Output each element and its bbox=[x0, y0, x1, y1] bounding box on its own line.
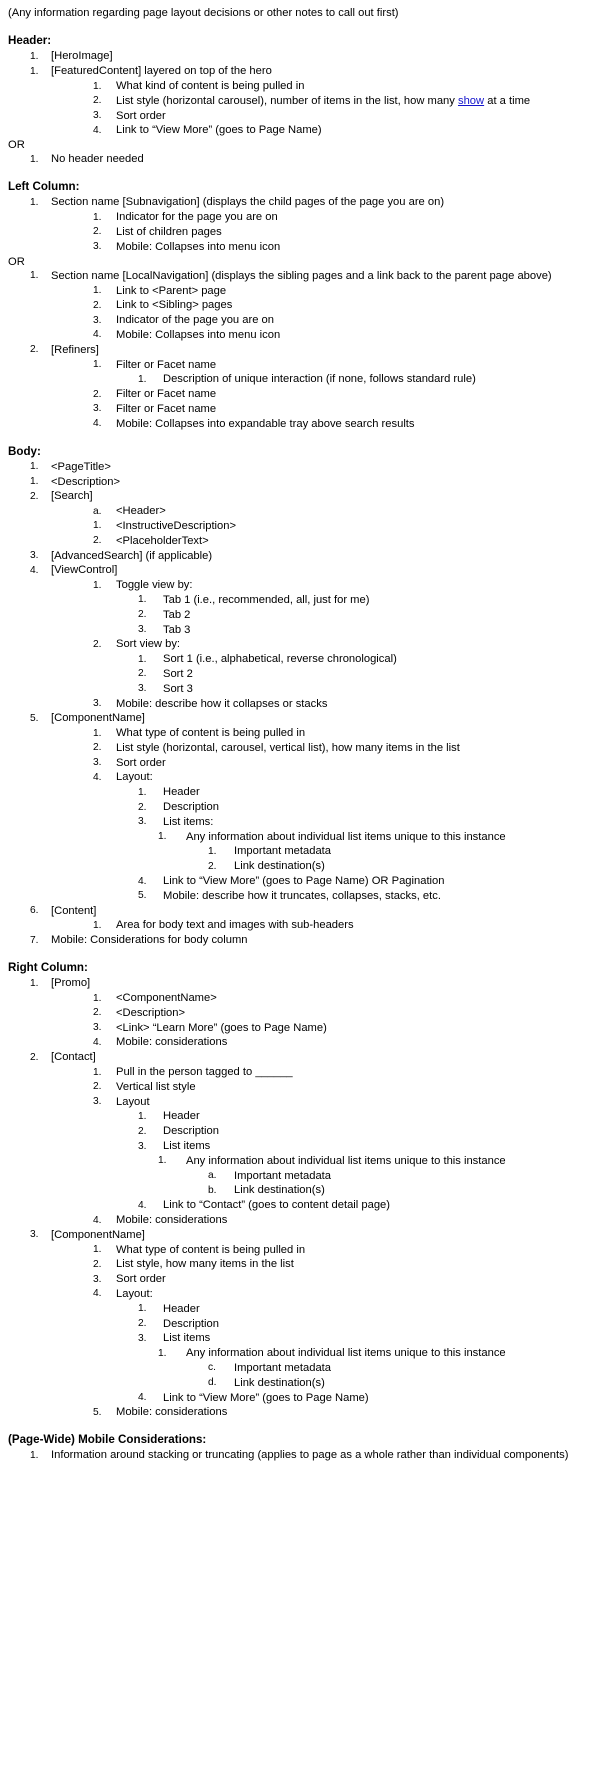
outline-item bbox=[8, 1448, 599, 1463]
list-marker: 3. bbox=[138, 1332, 147, 1344]
outline-item bbox=[8, 623, 599, 638]
outline-item-text: <InstructiveDescription> bbox=[116, 519, 237, 532]
outline-item bbox=[8, 1095, 599, 1110]
outline-item bbox=[8, 800, 599, 815]
list-marker: c. bbox=[208, 1362, 216, 1374]
outline-item-text: What type of content is being pulled in bbox=[116, 1243, 306, 1256]
outline-item-text: Description bbox=[163, 801, 219, 814]
list-marker: 2. bbox=[30, 344, 39, 356]
outline-item-text: What kind of content is being pulled in bbox=[116, 80, 305, 92]
outline-item-text: Section name [Subnavigation] (displays the child pages of the page you are on) bbox=[51, 196, 445, 209]
outline-item bbox=[8, 652, 599, 667]
outline-item-text: Toggle view by: bbox=[116, 579, 193, 592]
outline-item bbox=[8, 519, 599, 534]
list-marker: 3. bbox=[93, 1022, 102, 1034]
list-marker: 1. bbox=[138, 653, 147, 665]
outline-item-text: Sort 1 (i.e., alphabetical, reverse chronological) bbox=[163, 653, 397, 666]
list-marker: 1. bbox=[158, 1155, 167, 1167]
section-heading: (Page-Wide) Mobile Considerations: bbox=[8, 1433, 207, 1447]
outline-item bbox=[8, 1376, 599, 1391]
list-marker: 1. bbox=[30, 1449, 39, 1461]
outline-item-text: Any information about individual list items unique to this instance bbox=[186, 1347, 506, 1360]
outline-item bbox=[8, 387, 599, 402]
outline-item bbox=[8, 667, 599, 682]
list-marker: 5. bbox=[138, 890, 147, 902]
outline-item-text: Important metadata bbox=[234, 845, 332, 858]
outline-item-text: Any information about individual list items unique to this instance bbox=[186, 830, 506, 843]
list-marker: 4. bbox=[93, 418, 102, 430]
list-marker: 3. bbox=[138, 624, 147, 636]
list-marker: 4. bbox=[93, 1288, 102, 1300]
outline-item bbox=[8, 402, 599, 417]
section-spacer bbox=[8, 167, 599, 180]
outline-item bbox=[8, 1021, 599, 1036]
list-marker: 4. bbox=[138, 875, 147, 887]
list-marker: 2. bbox=[93, 535, 102, 547]
outline-item bbox=[8, 240, 599, 255]
outline-item-text: Header bbox=[163, 786, 200, 799]
outline-item-text: Mobile: considerations bbox=[116, 1214, 228, 1226]
outline-item bbox=[8, 1065, 599, 1080]
outline-item bbox=[8, 313, 599, 328]
outline-item bbox=[8, 417, 599, 432]
list-marker: 4. bbox=[138, 1199, 147, 1211]
outline-item-text: Description of unique interaction (if none, follows standard rule) bbox=[163, 373, 476, 386]
list-marker: 3. bbox=[30, 1229, 39, 1241]
list-marker: 4. bbox=[93, 124, 102, 136]
list-marker: 6. bbox=[30, 905, 39, 917]
outline-item bbox=[8, 608, 599, 623]
list-marker: 3. bbox=[93, 314, 102, 326]
outline-item bbox=[8, 1080, 599, 1095]
list-marker: 2. bbox=[208, 860, 217, 872]
section-spacer bbox=[8, 948, 599, 961]
outline-item-text: Tab 3 bbox=[163, 623, 191, 636]
outline-item-text: No header needed bbox=[51, 153, 144, 166]
list-marker: 1. bbox=[30, 476, 39, 488]
outline-item bbox=[8, 1361, 599, 1376]
outline-item-text: What type of content is being pulled in bbox=[116, 727, 306, 740]
outline-item bbox=[8, 534, 599, 549]
outline-item bbox=[8, 504, 599, 519]
outline-item-text: Pull in the person tagged to ______ bbox=[116, 1066, 293, 1079]
list-marker: 2. bbox=[93, 388, 102, 400]
outline-item bbox=[8, 904, 599, 919]
outline-item bbox=[8, 1257, 599, 1272]
outline-item bbox=[8, 741, 599, 756]
outline-item-text: Link to <Parent> page bbox=[116, 284, 227, 297]
list-marker: 2. bbox=[138, 668, 147, 680]
outline-item bbox=[8, 976, 599, 991]
list-marker: 3. bbox=[138, 683, 147, 695]
outline-item-text: [Search] bbox=[51, 490, 93, 503]
list-marker: 4. bbox=[93, 329, 102, 341]
outline-item-text: Layout: bbox=[116, 1287, 153, 1300]
outline-item bbox=[8, 298, 599, 313]
outline-item bbox=[8, 1169, 599, 1184]
list-marker: 1. bbox=[93, 520, 102, 532]
list-marker: 3. bbox=[93, 698, 102, 709]
outline-item bbox=[8, 225, 599, 240]
outline-item-text: [HeroImage] bbox=[51, 50, 113, 63]
list-marker: 1. bbox=[93, 359, 102, 371]
list-marker: 3. bbox=[30, 550, 39, 562]
outline-item bbox=[8, 1391, 599, 1406]
outline-item-text: <PlaceholderText> bbox=[116, 534, 209, 547]
outline-item-text: <ComponentName> bbox=[116, 992, 217, 1005]
list-marker: 1. bbox=[93, 80, 102, 92]
outline-item-text: Link destination(s) bbox=[234, 860, 325, 873]
outline-item-text: Mobile: Considerations for body column bbox=[51, 934, 248, 947]
outline-item bbox=[8, 1346, 599, 1361]
outline-item bbox=[8, 1154, 599, 1169]
list-marker: d. bbox=[208, 1377, 217, 1389]
list-marker: 4. bbox=[93, 771, 102, 783]
outline-item-text: List style (horizontal, carousel, vertical list), how many items in the list bbox=[116, 741, 460, 754]
list-marker: 2. bbox=[138, 801, 147, 813]
section-heading: Header: bbox=[8, 34, 52, 48]
or-separator: OR bbox=[8, 139, 25, 152]
outline-item bbox=[8, 328, 599, 343]
outline-item bbox=[8, 109, 599, 124]
outline-item-text: Link to “View More” (goes to Page Name) OR Pagination bbox=[163, 875, 445, 888]
outline-item bbox=[8, 269, 599, 284]
list-marker: 1. bbox=[30, 65, 39, 77]
list-marker: 5. bbox=[93, 1406, 102, 1418]
outline-item bbox=[8, 770, 599, 785]
list-marker: 3. bbox=[93, 241, 102, 253]
outline-item bbox=[8, 1302, 599, 1317]
outline-item-text: Filter or Facet name bbox=[116, 388, 217, 401]
outline-item-text: Indicator of the page you are on bbox=[116, 314, 274, 327]
list-marker: 3. bbox=[138, 1140, 147, 1152]
list-marker: 3. bbox=[93, 757, 102, 769]
list-marker: 1. bbox=[93, 579, 102, 591]
list-marker: 1. bbox=[93, 1244, 102, 1256]
outline-text-before: List style (horizontal carousel), number of items in the list, how many bbox=[116, 94, 458, 107]
outline-item-text: [Content] bbox=[51, 904, 97, 917]
list-marker: 4. bbox=[30, 564, 39, 576]
outline-item-text: Description bbox=[163, 1317, 219, 1330]
list-marker: 1. bbox=[30, 50, 39, 62]
list-marker: 1. bbox=[30, 270, 39, 282]
outline-item bbox=[8, 889, 599, 904]
list-marker: 3. bbox=[138, 816, 147, 828]
section-heading: Right Column: bbox=[8, 961, 88, 975]
outline-item-text: List items: bbox=[163, 815, 214, 828]
outline-item-text: Sort order bbox=[116, 109, 166, 122]
outline-item bbox=[8, 578, 599, 593]
list-marker: 1. bbox=[93, 285, 102, 297]
list-marker: 3. bbox=[93, 403, 102, 415]
outline-item-text: Mobile: Collapses into menu icon bbox=[116, 328, 281, 341]
outline-item-text: Tab 2 bbox=[163, 608, 191, 621]
outline-item-text bbox=[116, 94, 599, 108]
list-marker: a. bbox=[208, 1170, 217, 1182]
outline-item-text: Tab 1 (i.e., recommended, all, just for me) bbox=[163, 593, 370, 606]
outline-item-text: Sort order bbox=[116, 1273, 166, 1286]
outline-item-text: Mobile: considerations bbox=[116, 1406, 228, 1419]
outline-item bbox=[8, 711, 599, 726]
outline-item-text: Layout bbox=[116, 1095, 150, 1108]
list-marker: 2. bbox=[30, 490, 39, 502]
outline-item bbox=[8, 475, 599, 490]
outline-item bbox=[8, 195, 599, 210]
list-marker: 2. bbox=[138, 609, 147, 621]
list-marker: b. bbox=[208, 1184, 217, 1196]
outline-item-text: Sort view by: bbox=[116, 638, 181, 651]
outline-item-text: Layout: bbox=[116, 771, 153, 784]
list-marker: a. bbox=[93, 505, 102, 517]
outline-item-text: Important metadata bbox=[234, 1169, 332, 1182]
outline-item bbox=[8, 64, 599, 79]
outline-item-text: Header bbox=[163, 1110, 200, 1123]
outline-item bbox=[8, 697, 599, 712]
outline-item bbox=[8, 1050, 599, 1065]
list-marker: 4. bbox=[93, 1214, 102, 1226]
section-spacer bbox=[8, 1420, 599, 1433]
outline-item bbox=[8, 844, 599, 859]
outline-item bbox=[8, 210, 599, 225]
outline-item bbox=[8, 918, 599, 933]
outline-item bbox=[8, 726, 599, 741]
outline-item bbox=[8, 593, 599, 608]
outline-item-text: <Header> bbox=[116, 505, 166, 518]
list-marker: 2. bbox=[93, 226, 102, 238]
list-marker: 2. bbox=[93, 1007, 102, 1019]
outline-text-after: at a time bbox=[484, 94, 531, 107]
list-marker: 4. bbox=[93, 1036, 102, 1048]
outline-item bbox=[8, 991, 599, 1006]
outline-item bbox=[8, 1287, 599, 1302]
outline-item-text: Mobile: describe how it truncates, collapses, stacks, etc. bbox=[163, 889, 441, 902]
outline-item-text: Filter or Facet name bbox=[116, 402, 217, 415]
list-marker: 1. bbox=[30, 461, 39, 473]
list-marker: 1. bbox=[138, 786, 147, 798]
outline-item bbox=[8, 933, 599, 948]
outline-item-text: [Promo] bbox=[51, 977, 91, 990]
outline-item-text: Link destination(s) bbox=[234, 1184, 325, 1197]
list-marker: 2. bbox=[93, 638, 102, 650]
outline-item-text: Sort 3 bbox=[163, 682, 193, 695]
outline-item-text: List style, how many items in the list bbox=[116, 1258, 294, 1271]
list-marker: 1. bbox=[93, 211, 102, 223]
outline-item bbox=[8, 1198, 599, 1213]
outline-item bbox=[8, 460, 599, 475]
list-marker: 1. bbox=[158, 831, 167, 843]
outline-item bbox=[8, 1035, 599, 1050]
outline-item-text: Link destination(s) bbox=[234, 1376, 325, 1389]
list-marker: 1. bbox=[138, 594, 147, 606]
outline-item bbox=[8, 1317, 599, 1332]
list-marker: 1. bbox=[30, 977, 39, 989]
outline-item bbox=[8, 79, 599, 94]
list-marker: 1. bbox=[30, 153, 39, 165]
outline-item bbox=[8, 874, 599, 889]
outline-item bbox=[8, 152, 599, 167]
outline-item bbox=[8, 1006, 599, 1021]
list-marker: 1. bbox=[93, 919, 102, 931]
outline-item bbox=[8, 489, 599, 504]
outline-item-text: [ComponentName] bbox=[51, 1228, 145, 1241]
outline-item bbox=[8, 123, 599, 138]
outline-item-text: Vertical list style bbox=[116, 1080, 196, 1093]
list-marker: 2. bbox=[93, 1258, 102, 1270]
outline-item-text: <PageTitle> bbox=[51, 460, 111, 473]
list-marker: 1. bbox=[208, 845, 217, 857]
outline-item-text: List of children pages bbox=[116, 225, 222, 238]
list-marker: 2. bbox=[93, 742, 102, 754]
outline-item-text: List items bbox=[163, 1140, 211, 1153]
list-marker: 3. bbox=[93, 1096, 102, 1108]
outline-item-text: [ViewControl] bbox=[51, 564, 118, 577]
list-marker: 1. bbox=[93, 1066, 102, 1078]
outline-item-text: [AdvancedSearch] (if applicable) bbox=[51, 549, 213, 562]
outline-item-text: Section name [LocalNavigation] (displays the sibling pages and a link back to the parent page above) bbox=[51, 269, 552, 282]
outline-item bbox=[8, 284, 599, 299]
outline-item bbox=[8, 358, 599, 373]
outline-item bbox=[8, 1213, 599, 1228]
outline-item bbox=[8, 372, 599, 387]
list-marker: 1. bbox=[138, 1303, 147, 1315]
outline-item-text: Mobile: Collapses into menu icon bbox=[116, 240, 281, 253]
outline-item-text: Header bbox=[163, 1302, 200, 1315]
outline-item bbox=[8, 94, 599, 109]
section-heading: Left Column: bbox=[8, 180, 80, 194]
list-marker: 1. bbox=[138, 373, 147, 385]
outline-item-text: List items bbox=[163, 1332, 211, 1345]
outline-item bbox=[8, 1183, 599, 1198]
outline-item-text: Link to “View More” (goes to Page Name) bbox=[163, 1391, 369, 1404]
outline-item-text: <Description> bbox=[116, 1006, 186, 1019]
outline-item bbox=[8, 830, 599, 845]
section-heading: Body: bbox=[8, 444, 41, 458]
list-marker: 2. bbox=[30, 1051, 39, 1063]
outline-item-text: Any information about individual list items unique to this instance bbox=[186, 1154, 506, 1167]
list-marker: 1. bbox=[93, 727, 102, 739]
list-marker: 2. bbox=[138, 1125, 147, 1137]
list-marker: 4. bbox=[138, 1392, 147, 1404]
outline-item-text: [Contact] bbox=[51, 1051, 96, 1064]
list-marker: 1. bbox=[158, 1347, 167, 1359]
intro-note: (Any information regarding page layout decisions or other notes to call out first) bbox=[8, 7, 399, 19]
outline-item-text: Link to “View More” (goes to Page Name) bbox=[116, 124, 322, 137]
outline-item-text: Mobile: describe how it collapses or stacks bbox=[116, 697, 328, 710]
list-marker: 5. bbox=[30, 712, 39, 724]
or-separator: OR bbox=[8, 255, 25, 268]
outline-item-text: Link to <Sibling> pages bbox=[116, 299, 233, 312]
outline-item bbox=[8, 637, 599, 652]
outline-item bbox=[8, 1331, 599, 1346]
outline-item bbox=[8, 1139, 599, 1154]
outline-item bbox=[8, 1228, 599, 1243]
outline-item-text: Sort 2 bbox=[163, 667, 193, 680]
outline-item bbox=[8, 785, 599, 800]
outline-item bbox=[8, 1405, 599, 1420]
outline-item-text: [FeaturedContent] layered on top of the hero bbox=[51, 65, 272, 78]
list-marker: 7. bbox=[30, 934, 39, 946]
outline-item bbox=[8, 1124, 599, 1139]
section-spacer bbox=[8, 432, 599, 445]
outline-item bbox=[8, 49, 599, 64]
outline-item bbox=[8, 549, 599, 564]
outline-item bbox=[8, 682, 599, 697]
outline-item-text: Description bbox=[163, 1125, 219, 1138]
list-marker: 2. bbox=[138, 1318, 147, 1330]
outline-item bbox=[8, 1243, 599, 1258]
outline-sections bbox=[8, 34, 599, 1463]
outline-item-text: Mobile: considerations bbox=[116, 1036, 228, 1049]
outline-item bbox=[8, 343, 599, 358]
hyperlink-show[interactable]: show bbox=[457, 94, 485, 107]
outline-item bbox=[8, 756, 599, 771]
outline-item bbox=[8, 859, 599, 874]
list-marker: 2. bbox=[93, 299, 102, 311]
outline-item-text: Mobile: Collapses into expandable tray above search results bbox=[116, 417, 415, 430]
list-marker: 2. bbox=[93, 95, 102, 107]
outline-item bbox=[8, 1272, 599, 1287]
outline-item-text: Important metadata bbox=[234, 1361, 332, 1374]
outline-item bbox=[8, 815, 599, 830]
list-marker: 1. bbox=[30, 196, 39, 208]
outline-item-text: [ComponentName] bbox=[51, 712, 145, 725]
outline-item-text: <Description> bbox=[51, 475, 121, 488]
outline-item-text: Sort order bbox=[116, 756, 166, 769]
list-marker: 1. bbox=[93, 992, 102, 1004]
list-marker: 2. bbox=[93, 1081, 102, 1093]
outline-item-text: Filter or Facet name bbox=[116, 358, 217, 371]
list-marker: 3. bbox=[93, 110, 102, 122]
outline-item-text: Information around stacking or truncating (applies to page as a whole rather than individual components) bbox=[51, 1449, 569, 1462]
outline-item bbox=[8, 563, 599, 578]
list-marker: 1. bbox=[138, 1110, 147, 1122]
outline-item bbox=[8, 1109, 599, 1124]
outline-item-text: Link to “Contact” (goes to content detail page) bbox=[163, 1199, 390, 1212]
outline-item-text: Area for body text and images with sub-headers bbox=[116, 919, 354, 932]
outline-item-text: [Refiners] bbox=[51, 343, 99, 356]
list-marker: 3. bbox=[93, 1273, 102, 1285]
outline-item-text: <Link> “Learn More” (goes to Page Name) bbox=[116, 1021, 327, 1034]
outline-item-text: Indicator for the page you are on bbox=[116, 211, 278, 224]
